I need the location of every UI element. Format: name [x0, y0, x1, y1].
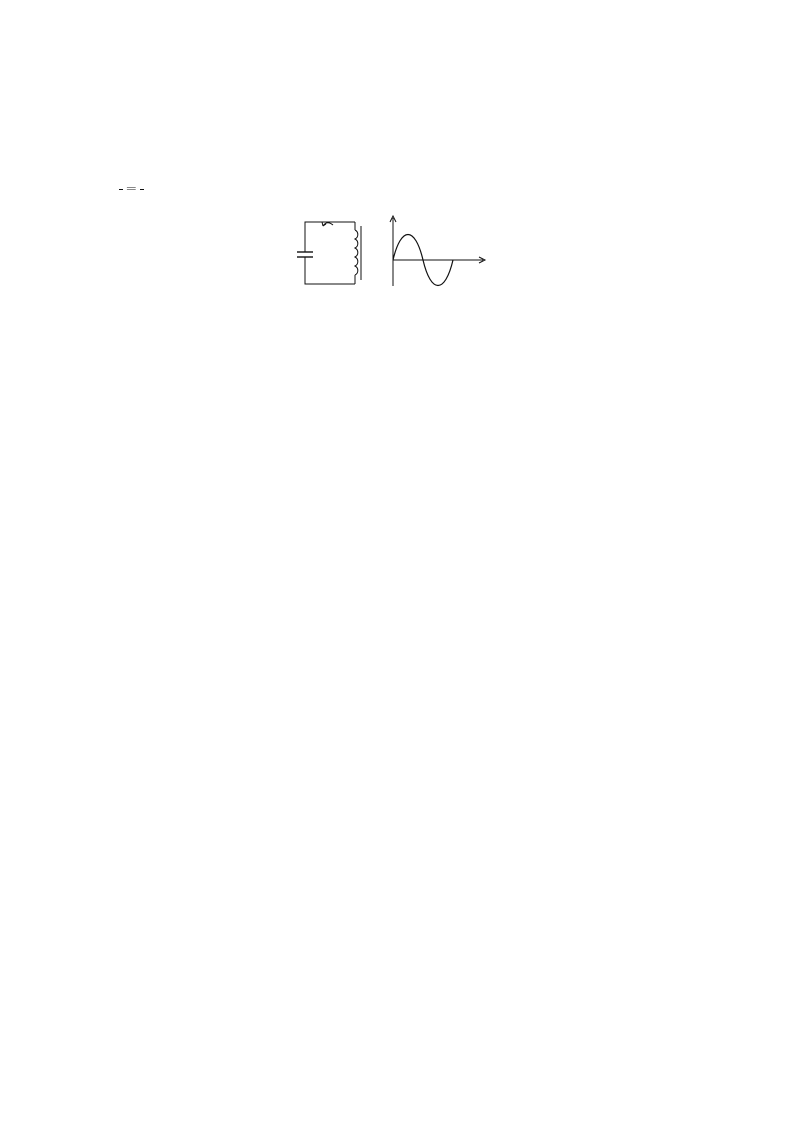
q4-answer: [117, 118, 682, 145]
q-t-graph: [390, 216, 485, 286]
lc-circuit-and-graph: [293, 212, 533, 310]
q5-figure: [117, 212, 682, 310]
q4-analysis-line-3: ＝: [117, 172, 682, 206]
fraction-c-over-lambda: [119, 189, 123, 190]
document-page: [117, 118, 682, 367]
fraction-num: [119, 189, 123, 190]
fraction-value: [140, 189, 144, 190]
fraction-num: [140, 189, 144, 190]
lc-circuit-diagram: [297, 222, 361, 284]
q5-analysis-line-1: [117, 340, 682, 367]
q5-answer: [117, 314, 682, 341]
q4-analysis-line-1: [117, 145, 682, 172]
